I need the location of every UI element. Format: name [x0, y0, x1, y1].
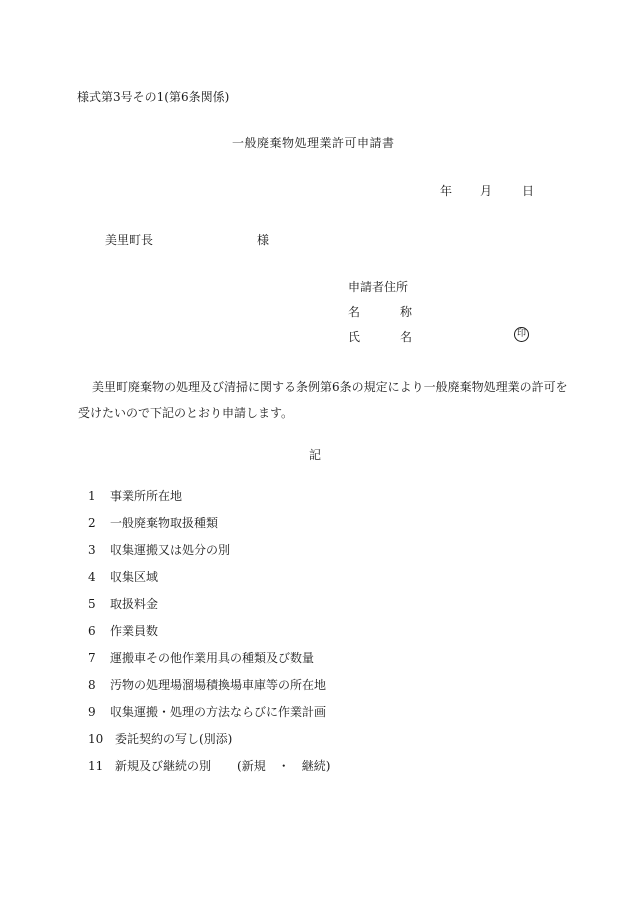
item-text: 事業所所在地 — [110, 489, 183, 503]
list-item — [88, 730, 330, 757]
date-month-label: 月 — [480, 184, 493, 198]
applicant-address-label: 申請者住所 — [348, 280, 409, 294]
form-number: 様式第3号その1(第6条関係) — [77, 90, 230, 104]
list-item — [88, 703, 330, 730]
item-number: 5 — [88, 597, 96, 611]
corp-name-label-1: 名 — [348, 305, 361, 319]
item-text: 取扱料金 — [110, 597, 159, 611]
item-number: 2 — [88, 516, 96, 530]
ki-heading: 記 — [309, 448, 322, 462]
item-number: 9 — [88, 705, 96, 719]
addressee — [105, 231, 269, 248]
item-text: 汚物の処理場溜場積換場車庫等の所在地 — [110, 678, 327, 692]
date-day-label: 日 — [522, 184, 535, 198]
list-item — [88, 568, 330, 595]
item-text: 作業員数 — [110, 624, 159, 638]
item-list — [88, 487, 330, 784]
addressee-name: 美里町長 — [105, 233, 154, 247]
applicant-person-name-row — [348, 328, 526, 353]
item-text: 収集運搬又は処分の別 — [110, 543, 231, 557]
document-title: 一般廃棄物処理業許可申請書 — [232, 136, 395, 150]
item-text: 委託契約の写し(別添) — [115, 732, 233, 746]
person-name-label-2: 名 — [400, 330, 413, 344]
item-number: 6 — [88, 624, 96, 638]
list-item-renewal — [88, 757, 330, 784]
person-name-label-1: 氏 — [348, 330, 361, 344]
list-item — [88, 649, 330, 676]
item-text: 運搬車その他作業用具の種類及び数量 — [110, 651, 315, 665]
item-number: 1 — [88, 489, 96, 503]
applicant-corp-name-row — [348, 303, 412, 328]
item-number: 4 — [88, 570, 96, 584]
item-number: 8 — [88, 678, 96, 692]
item-number: 3 — [88, 543, 96, 557]
date-year-label: 年 — [440, 184, 453, 198]
addressee-honorific: 様 — [257, 233, 270, 247]
list-item — [88, 595, 330, 622]
applicant-address-row — [348, 278, 412, 303]
item-text: 一般廃棄物取扱種類 — [110, 516, 219, 530]
item-number: 7 — [88, 651, 96, 665]
date-line — [440, 182, 534, 199]
list-item — [88, 622, 330, 649]
application-statement: 美里町廃棄物の処理及び清掃に関する条例第6条の規定により一般廃棄物処理業の許可を受けたいので下記のとおり申請します。 — [78, 380, 568, 420]
applicant-block — [348, 278, 526, 353]
list-item — [88, 487, 330, 514]
corp-name-label-2: 称 — [400, 305, 413, 319]
item-number: 11 — [88, 759, 104, 773]
seal-mark-icon: 印 — [514, 327, 529, 342]
item-text: 収集区域 — [110, 570, 159, 584]
list-item — [88, 541, 330, 568]
item-number: 10 — [88, 732, 104, 746]
list-item — [88, 676, 330, 703]
renewal-options: (新規 ・ 継続) — [237, 759, 331, 773]
list-item — [88, 514, 330, 541]
item-text: 新規及び継続の別 — [115, 759, 212, 773]
item-text: 収集運搬・処理の方法ならびに作業計画 — [110, 705, 327, 719]
